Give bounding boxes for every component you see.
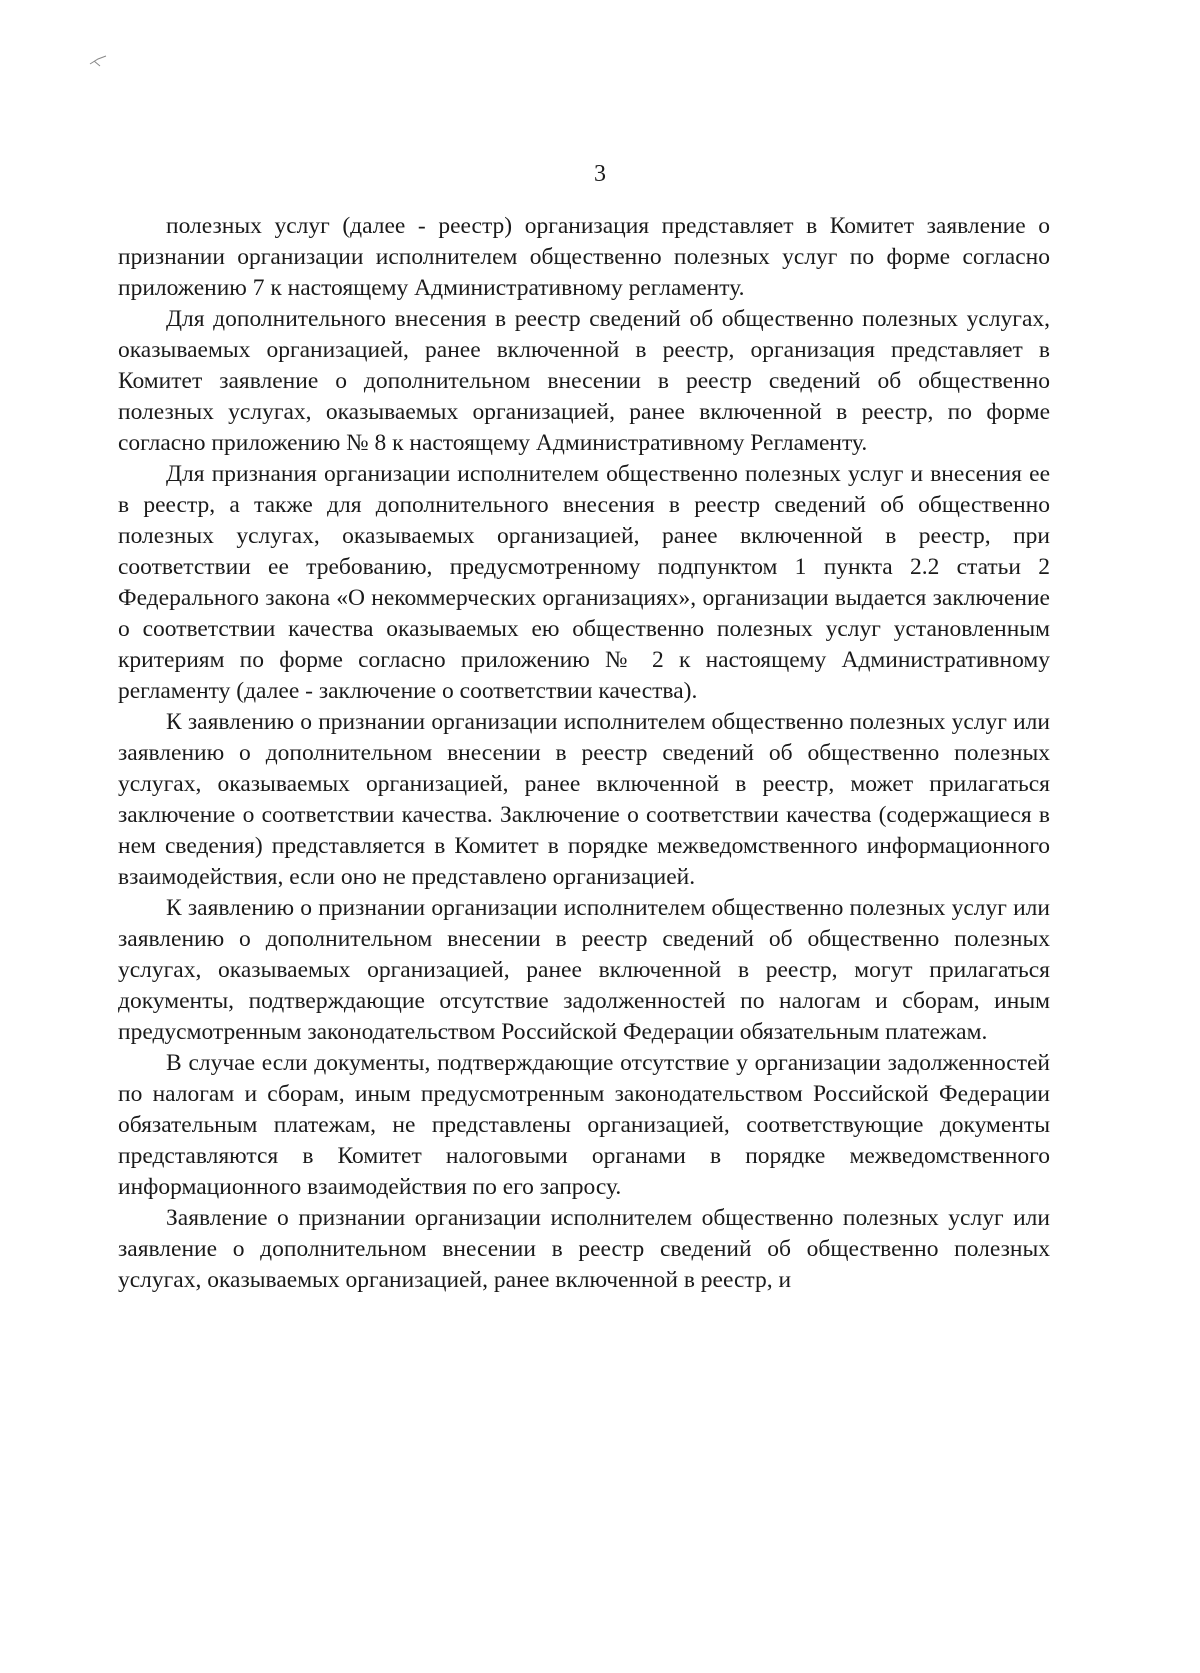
scan-mark [88, 52, 112, 68]
paragraph: полезных услуг (далее - реестр) организация представляет в Комитет заявление о признании организации исполнителем общественно полезных услуг по форме согласно приложению 7 к настоящему Административному регламенту. [118, 213, 1050, 301]
paragraph: К заявлению о признании организации исполнителем общественно полезных услуг или заявлению о дополнительном внесении в реестр сведений об общественно полезных услугах, оказываемых организацией, ранее включенной в реестр, могут прилагаться документы, подтверждающие отсутствие задолженностей по налогам и сборам, иным предусмотренным законодательством Российской Федерации обязательным платежам. [118, 895, 1050, 1045]
paragraph: К заявлению о признании организации исполнителем общественно полезных услуг или заявлению о дополнительном внесении в реестр сведений об общественно полезных услугах, оказываемых организацией, ранее включенной в реестр, может прилагаться заключение о соответствии качества. Заключение о соответствии качества (содержащиеся в нем сведения) представляется в Комитет в порядке межведомственного информационного взаимодействия, если оно не представлено организацией. [118, 709, 1050, 890]
paragraph: Для признания организации исполнителем общественно полезных услуг и внесения ее в реестр, а также для дополнительного внесения в реестр сведений об общественно полезных услугах, оказываемых организацией, ранее включенной в реестр, при соответствии ее требованию, предусмотренному подпунктом 1 пункта 2.2 статьи 2 Федерального закона «О некоммерческих организациях», организации выдается заключение о соответствии качества оказываемых ею общественно полезных услуг установленным критериям по форме согласно приложению № 2 к настоящему Административному регламенту (далее - заключение о соответствии качества). [118, 461, 1050, 704]
paragraph: Для дополнительного внесения в реестр сведений об общественно полезных услугах, оказываемых организацией, ранее включенной в реестр, организация представляет в Комитет заявление о дополнительном внесении в реестр сведений об общественно полезных услугах, оказываемых организацией, ранее включенной в реестр, по форме согласно приложению № 8 к настоящему Административному Регламенту. [118, 306, 1050, 456]
document-body [118, 211, 1050, 1296]
paragraph: Заявление о признании организации исполнителем общественно полезных услуг или заявление о дополнительном внесении в реестр сведений об общественно полезных услугах, оказываемых организацией, ранее включенной в реестр, и [118, 1205, 1050, 1293]
paragraph: В случае если документы, подтверждающие отсутствие у организации задолженностей по налогам и сборам, иным предусмотренным законодательством Российской Федерации обязательным платежам, не представлены организацией, соответствующие документы представляются в Комитет налоговыми органами в порядке межведомственного информационного взаимодействия по его запросу. [118, 1050, 1050, 1200]
page-number: 3 [594, 161, 606, 187]
